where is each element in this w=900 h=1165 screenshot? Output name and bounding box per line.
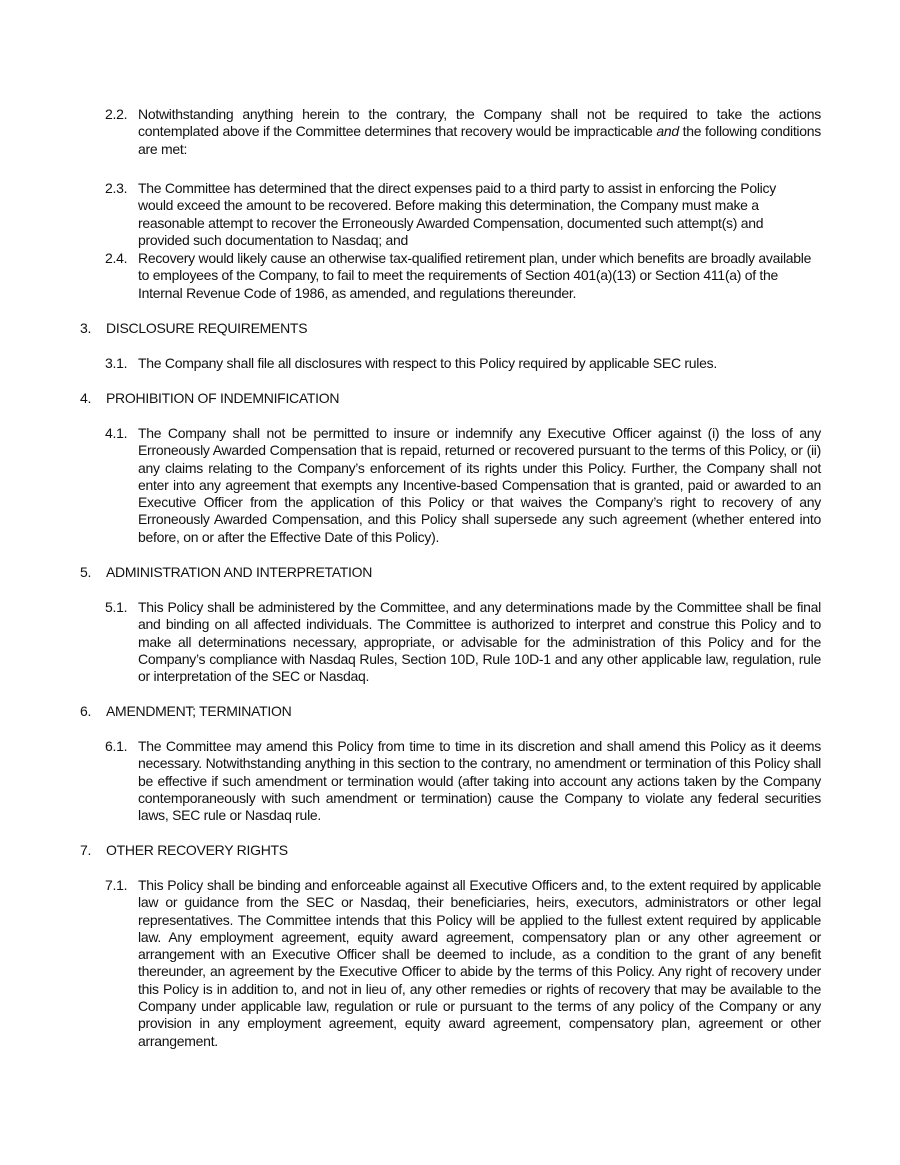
- section-number: 4.: [80, 390, 92, 406]
- clause-number: 6.1.: [105, 738, 128, 754]
- clause-text-part: the following conditions are met:: [138, 123, 821, 157]
- clause-text: The Company shall not be permitted to insure or indemnify any Executive Officer against (i) the loss of any Erroneously Awarded Compensation that is repaid, returned or recovered pursuant to the terms of this Policy, or (ii) any claims relating to the Company’s enforcement of its rights under this Policy. Further, the Company shall not enter into any agreement that exempts any Incentive-based Compensation that is granted, paid or awarded to an Executive Officer from the application of this Policy or that waives the Company’s right to recovery of any Erroneously Awarded Compensation, and this Policy shall supersede any such agreement (whether entered into before, on or after the Effective Date of this Policy).: [138, 425, 821, 545]
- clause-number: 2.2.: [105, 106, 128, 122]
- clause-text: [138, 106, 821, 158]
- clause-number: 5.1.: [105, 599, 128, 615]
- clause-text: The Company shall file all disclosures with respect to this Policy required by applicable SEC rules.: [138, 355, 717, 371]
- clause-text: This Policy shall be binding and enforceable against all Executive Officers and, to the extent required by applicable law or guidance from the SEC or Nasdaq, their beneficiaries, heirs, executors, administrators or other legal representatives. The Committee intends that this Policy will be applied to the fullest extent required by applicable law. Any employment agreement, equity award agreement, compensatory plan or any other agreement or arrangement with an Executive Officer shall be deemed to include, as a condition to the grant of any benefit thereunder, an agreement by the Executive Officer to abide by the terms of this Policy. Any right of recovery under this Policy is in addition to, and not in lieu of, any other remedies or rights of recovery that may be available to the Company under applicable law, regulation or rule or pursuant to the terms of any policy of the Company or any provision in any employment agreement, equity award agreement, compensatory plan, agreement or other arrangement.: [138, 877, 821, 1049]
- section-title: PROHIBITION OF INDEMNIFICATION: [106, 390, 340, 406]
- clause-number: 3.1.: [105, 355, 128, 371]
- section-number: 7.: [80, 842, 92, 858]
- section-number: 3.: [80, 320, 92, 336]
- section-title: OTHER RECOVERY RIGHTS: [106, 842, 288, 858]
- clause-number: 7.1.: [105, 877, 128, 893]
- clause-text: The Committee has determined that the direct expenses paid to a third party to assist in enforcing the Policy would exceed the amount to be recovered. Before making this determination, the Company must make a reasonable attempt to recover the Erroneously Awarded Compensation, documented such attempt(s) and provided such documentation to Nasdaq; and: [138, 180, 776, 248]
- section-title: DISCLOSURE REQUIREMENTS: [106, 320, 308, 336]
- clause-emphasis: and: [656, 123, 679, 140]
- section-number: 6.: [80, 703, 92, 719]
- section-title: AMENDMENT; TERMINATION: [106, 703, 292, 719]
- section-title: ADMINISTRATION AND INTERPRETATION: [106, 564, 373, 580]
- clause-number: 4.1.: [105, 425, 128, 441]
- clause-number: 2.3.: [105, 180, 128, 196]
- clause-text-part: Notwithstanding anything herein to the contrary, the Company shall not be required to take the actions contemplated above if the Committee determines that recovery would be impracticable: [138, 106, 821, 140]
- clause-text: This Policy shall be administered by the Committee, and any determinations made by the Committee shall be final and binding on all affected individuals. The Committee is authorized to interpret and construe this Policy and to make all determinations necessary, appropriate, or advisable for the administration of this Policy and for the Company’s compliance with Nasdaq Rules, Section 10D, Rule 10D-1 and any other applicable law, regulation, rule or interpretation of the SEC or Nasdaq.: [138, 599, 821, 685]
- clause-text: Recovery would likely cause an otherwise tax-qualified retirement plan, under which benefits are broadly available to employees of the Company, to fail to meet the requirements of Section 401(a)(13) or Section 411(a) of the Internal Revenue Code of 1986, as amended, and regulations thereunder.: [138, 250, 812, 301]
- clause-number: 2.4.: [105, 250, 128, 266]
- section-number: 5.: [80, 564, 92, 580]
- clause-text: The Committee may amend this Policy from time to time in its discretion and shall amend this Policy as it deems necessary. Notwithstanding anything in this section to the contrary, no amendment or termination of this Policy shall be effective if such amendment or termination would (after taking into account any actions taken by the Company contemporaneously with such amendment or termination) cause the Company to violate any federal securities laws, SEC rule or Nasdaq rule.: [138, 738, 821, 824]
